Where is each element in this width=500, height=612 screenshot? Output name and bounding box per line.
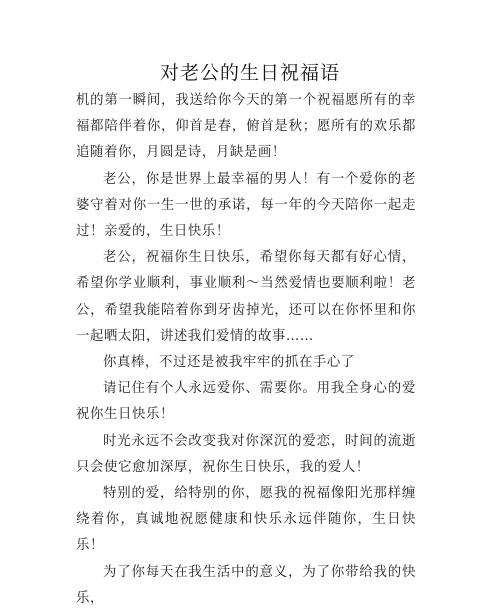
paragraph-8: 为了你每天在我生活中的意义，为了你带给我的快乐， [76,564,416,606]
paragraph-3: 老公，祝福你生日快乐，希望你每天都有好心情，希望你学业顺利，事业顺利～当然爱情也要顺利啦！老公，希望我能陪着你到牙齿掉光，还可以在你怀里和你一起晒太阳，讲述我们爱情的故事…… [76,250,416,344]
paragraph-5: 请记住有个人永远爱你、需要你。用我全身心的爱祝你生日快乐！ [76,381,416,423]
paragraph-4: 你真棒，不过还是被我牢牢的抓在手心了 [103,355,355,371]
paragraph-7: 特别的爱，给特别的你，愿我的祝福像阳光那样缠绕着你，真诚地祝愿健康和快乐永远伴随你，生日快乐！ [76,486,416,554]
document-title: 对老公的生日祝福语 [159,62,340,84]
paragraph-2: 老公，你是世界上最幸福的男人！有一个爱你的老婆守着对你一生一世的承诺，每一年的今天陪你一起走过！亲爱的，生日快乐！ [76,171,416,240]
paragraph-6: 时光永远不会改变我对你深沉的爱恋，时间的流逝只会使它愈加深厚，祝你生日快乐，我的爱人！ [76,433,416,475]
document-body [76,88,416,612]
paragraph-1: 机的第一瞬间，我送给你今天的第一个祝福愿所有的幸福都陪伴着你，仰首是春，俯首是秋；愿所有的欢乐都追随着你，月圆是诗，月缺是画！ [76,93,416,161]
